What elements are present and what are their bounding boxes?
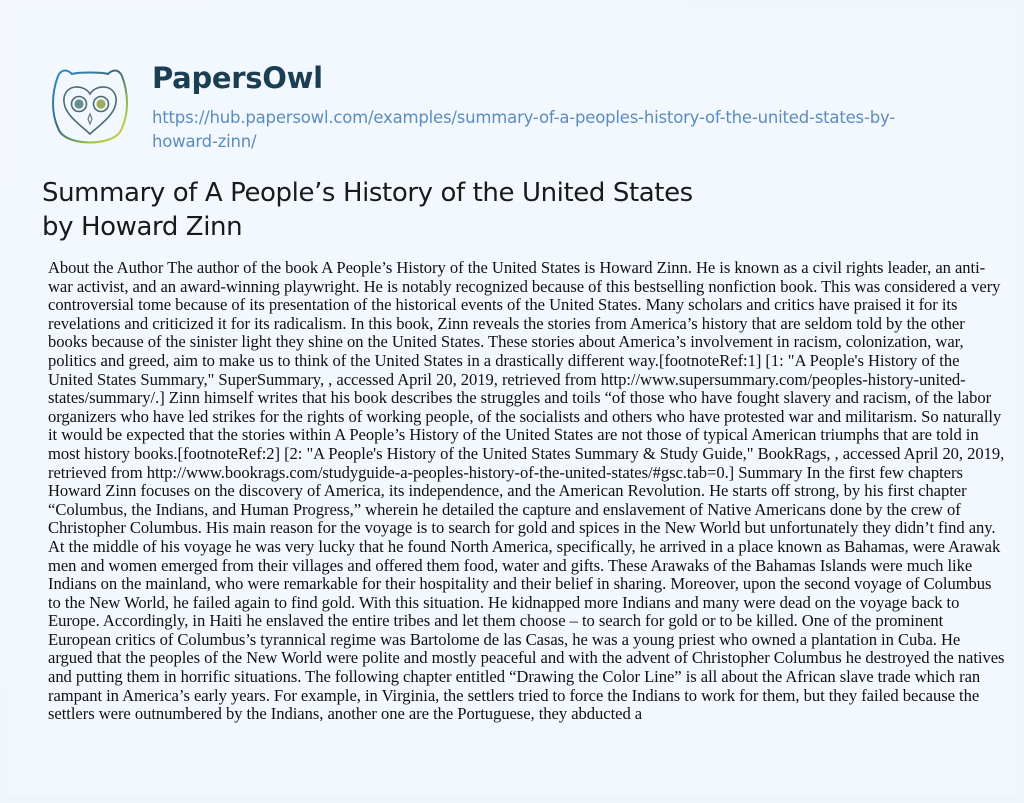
owl-logo-icon bbox=[48, 62, 132, 150]
document-title-line-1: Summary of A People’s History of the United States bbox=[42, 178, 693, 208]
document-title bbox=[42, 176, 942, 244]
source-url-link[interactable] bbox=[152, 106, 952, 154]
brand-name: PapersOwl bbox=[152, 61, 323, 95]
document-body: About the Author The author of the book A People’s History of the United States is Howard Zinn. He is known as a civil rights leader, an anti-war activist, and an award-winning playwright. He is notably recognized because of this bestselling nonfiction book. This was considered a very controversial tome because of its presentation of the historical events of the United States. Many scholars and critics have praised it for its revelations and criticized it for its radicalism. In this book, Zinn reveals the stories from America’s history that are seldom told by the other books because of the sinister light they shine on the United States. These stories about America’s involvement in racism, colonization, war, politics and greed, aim to make us to think of the United States in a drastically different way.[footnoteRef:1] [1: "A People's History of the United States Summary," SuperSummary, , accessed April 20, 2019, retrieved from http://www.supersummary.com/peoples-history-united-states/summary/.] Zinn himself writes that his book describes the struggles and toils “of those who have fought slavery and racism, of the labor organizers who have led strikes for the rights of working people, of the socialists and others who have protested war and militarism. So naturally it would be expected that the stories within A People’s History of the United States are not those of typical American triumphs that are told in most history books.[footnoteRef:2] [2: "A People's History of the United States Summary & Study Guide," BookRags, , accessed April 20, 2019, retrieved from http://www.bookrags.com/studyguide-a-peoples-history-of-the-united-states/#gsc.tab=0.] Summary In the first few chapters Howard Zinn focuses on the discovery of America, its independence, and the American Revolution. He starts off strong, by his first chapter “Columbus, the Indians, and Human Progress,” wherein he detailed the capture and enslavement of Native Americans done by the crew of Christopher Columbus. His main reason for the voyage is to search for gold and spices in the New World but unfortunately they didn’t find any. At the middle of his voyage he was very lucky that he found North America, specifically, he arrived in a place known as Bahamas, were Arawak men and women emerged from their villages and offered them food, water and gifts. These Arawaks of the Bahamas Islands were much like Indians on the mainland, who were remarkable for their hospitality and their belief in sharing. Moreover, upon the second voyage of Columbus to the New World, he failed again to find gold. With this situation. He kidnapped more Indians and many were dead on the voyage back to Europe. Accordingly, in Haiti he enslaved the entire tribes and let them choose – to search for gold or to be killed. One of the prominent European critics of Columbus’s tyrannical regime was Bartolome de las Casas, he was a young priest who owned a plantation in Cuba. He argued that the peoples of the New World were polite and mostly peaceful and with the advent of Christopher Columbus he destroyed the natives and putting them in horrific situations. The following chapter entitled “Drawing the Color Line” is all about the African slave trade which ran rampant in America’s early years. For example, in Virginia, the settlers tried to force the Indians to work for them, but they failed because the settlers were outnumbered by the Indians, another one are the Portuguese, they abducted a bbox=[48, 258, 1005, 724]
source-url-line-2: howard-zinn/ bbox=[152, 132, 257, 151]
source-url-line-1: https://hub.papersowl.com/examples/summary-of-a-peoples-history-of-the-united-states-by- bbox=[152, 108, 895, 127]
document-title-line-2: by Howard Zinn bbox=[42, 212, 243, 242]
